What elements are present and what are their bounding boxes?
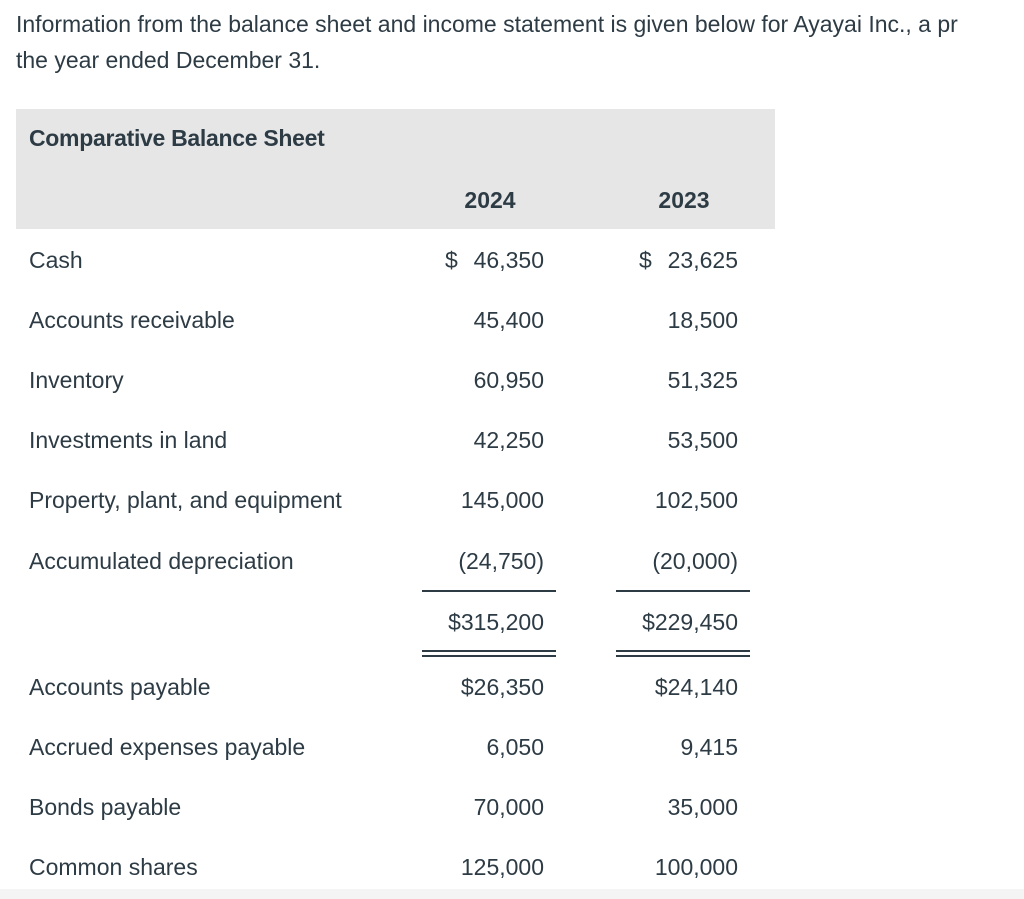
cell-2024: 145,000 (460, 487, 544, 513)
cell-2023 (639, 247, 738, 274)
row-label: Accumulated depreciation (29, 548, 294, 574)
table-row (16, 854, 775, 894)
table-row (16, 367, 775, 407)
column-header-2024: 2024 (464, 187, 516, 213)
column-header-2023: 2023 (658, 187, 710, 213)
cell-2024: $26,350 (460, 674, 544, 700)
cell-2023: 18,500 (667, 307, 738, 333)
row-label: Common shares (29, 854, 198, 880)
row-label: Investments in land (29, 427, 228, 453)
table-row (16, 427, 775, 467)
total-double-rule (616, 650, 750, 657)
cell-2023: 51,325 (667, 367, 738, 393)
total-2023: $229,450 (642, 609, 738, 635)
row-label: Bonds payable (29, 794, 182, 820)
cell-2024: 70,000 (473, 794, 544, 820)
subtotal-rule (422, 590, 556, 592)
cell-2023: 100,000 (654, 854, 738, 880)
subtotal-rule (616, 590, 750, 592)
table-row (16, 247, 775, 287)
row-label: Property, plant, and equipment (29, 487, 342, 513)
dollar-sign: $ (445, 247, 458, 273)
cell-2023: 53,500 (667, 427, 738, 453)
cell-2024 (445, 247, 544, 274)
value: 23,625 (667, 247, 738, 273)
comparative-balance-sheet (16, 109, 775, 880)
cell-2024: (24,750) (458, 548, 544, 574)
bottom-edge (0, 889, 1024, 899)
total-assets-row (16, 609, 775, 649)
intro-line-2: the year ended December 31. (16, 47, 321, 73)
total-2024: $315,200 (448, 609, 544, 635)
cell-2023: (20,000) (652, 548, 738, 574)
table-row (16, 674, 775, 714)
dollar-sign: $ (639, 247, 652, 273)
table-row (16, 794, 775, 834)
cell-2024: 45,400 (473, 307, 544, 333)
intro-line-1: Information from the balance sheet and income statement is given below for Ayayai Inc., a pr (16, 11, 958, 37)
value: 46,350 (473, 247, 544, 273)
row-label: Accounts payable (29, 674, 211, 700)
total-double-rule (422, 650, 556, 657)
cell-2023: 9,415 (680, 734, 738, 760)
cell-2024: 60,950 (473, 367, 544, 393)
table-row (16, 734, 775, 774)
table-row (16, 307, 775, 347)
table-row (16, 487, 775, 527)
intro-text (16, 6, 1024, 78)
cell-2023: 102,500 (654, 487, 738, 513)
table-row (16, 548, 775, 588)
row-label: Cash (29, 247, 83, 273)
cell-2024: 6,050 (486, 734, 544, 760)
cell-2023: 35,000 (667, 794, 738, 820)
table-header (16, 109, 775, 229)
row-label: Accrued expenses payable (29, 734, 306, 760)
row-label: Inventory (29, 367, 124, 393)
cell-2023: $24,140 (654, 674, 738, 700)
cell-2024: 125,000 (460, 854, 544, 880)
table-title: Comparative Balance Sheet (29, 125, 325, 151)
cell-2024: 42,250 (473, 427, 544, 453)
row-label: Accounts receivable (29, 307, 235, 333)
